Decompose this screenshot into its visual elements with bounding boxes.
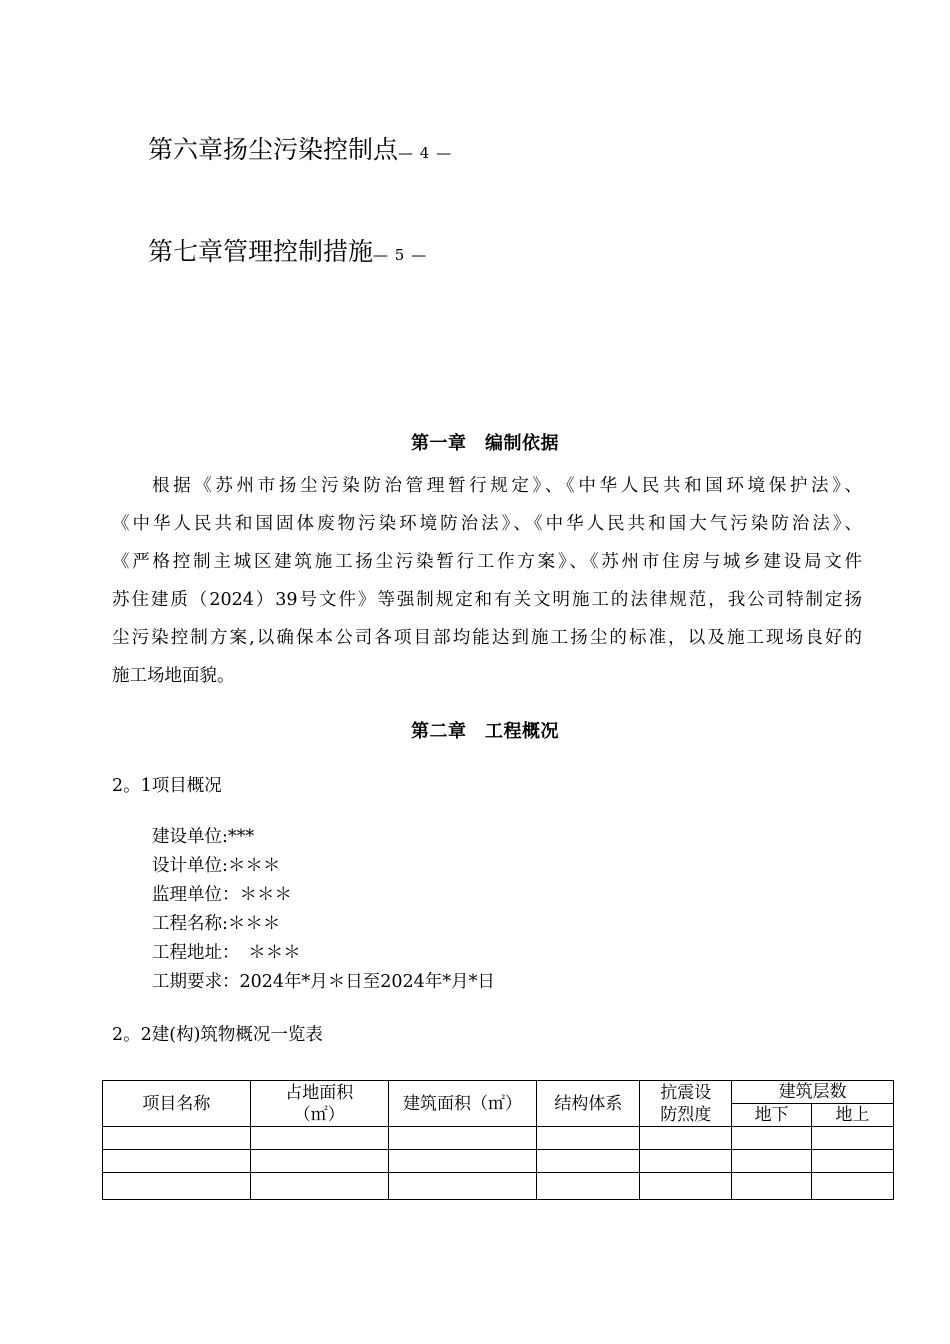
header-seismic <box>640 1081 732 1127</box>
table-cell[interactable] <box>640 1150 732 1173</box>
table-cell[interactable] <box>388 1173 537 1200</box>
table-cell[interactable] <box>812 1173 894 1200</box>
table-cell[interactable] <box>537 1173 640 1200</box>
chapter1-paragraph <box>112 467 862 695</box>
table-cell[interactable] <box>732 1173 812 1200</box>
table-header-row <box>103 1081 894 1104</box>
building-overview-table <box>102 1080 894 1200</box>
table-cell[interactable] <box>388 1127 537 1150</box>
info-supervision-unit: 监理单位：＊＊＊ <box>152 885 292 905</box>
table-row <box>103 1173 894 1200</box>
info-construction-unit: 建设单位:*** <box>152 827 255 847</box>
table-cell[interactable] <box>103 1173 251 1200</box>
table-row <box>103 1127 894 1150</box>
table-cell[interactable] <box>812 1127 894 1150</box>
header-floors: 建筑层数 <box>732 1081 894 1104</box>
header-building-area: 建筑面积（㎡） <box>388 1081 537 1127</box>
section-heading-2-2: 2。2建(构)筑物概况一览表 <box>112 1025 323 1045</box>
section-heading-2-1: 2。1项目概况 <box>112 776 222 796</box>
info-project-address: 工程地址： ＊＊＊ <box>152 943 301 963</box>
paragraph-line: 《中华人民共和国固体废物污染环境防治法》、《中华人民共和国大气污染防治法》、 <box>112 514 862 534</box>
table-cell[interactable] <box>103 1150 251 1173</box>
header-seismic-line1: 抗震设 <box>660 1082 712 1103</box>
paragraph-line: 施工场地面貌。 <box>112 666 235 686</box>
table-cell[interactable] <box>388 1150 537 1173</box>
chapter1-title: 第一章 编制依据 <box>411 433 559 454</box>
chapter2-title: 第二章 工程概况 <box>411 721 559 742</box>
header-seismic-line2: 防烈度 <box>660 1104 712 1125</box>
toc-title: 第七章管理控制措施 <box>148 237 374 266</box>
table-cell[interactable] <box>537 1127 640 1150</box>
info-project-name: 工程名称:＊＊＊ <box>152 914 281 934</box>
header-underground: 地下 <box>732 1104 812 1127</box>
toc-page-number: — 5 — <box>373 246 428 264</box>
header-structure: 结构体系 <box>537 1081 640 1127</box>
toc-item-chapter6[interactable] <box>148 135 452 168</box>
toc-page-number: — 4 — <box>398 144 453 162</box>
header-land-area-label: 占地面积 <box>285 1082 354 1103</box>
header-project-name: 项目名称 <box>103 1081 251 1127</box>
table-cell[interactable] <box>640 1127 732 1150</box>
header-above-ground: 地上 <box>812 1104 894 1127</box>
table-cell[interactable] <box>250 1150 388 1173</box>
project-info-list <box>152 823 495 997</box>
table-cell[interactable] <box>732 1150 812 1173</box>
table-cell[interactable] <box>640 1173 732 1200</box>
paragraph-line: 根据《苏州市扬尘污染防治管理暂行规定》、《中华人民共和国环境保护法》、 <box>152 476 862 496</box>
table-cell[interactable] <box>103 1127 251 1150</box>
table-row <box>103 1150 894 1173</box>
table-cell[interactable] <box>732 1127 812 1150</box>
table-cell[interactable] <box>250 1173 388 1200</box>
table-cell[interactable] <box>537 1150 640 1173</box>
toc-item-chapter7[interactable] <box>148 237 427 270</box>
table-cell[interactable] <box>812 1150 894 1173</box>
paragraph-line: 《严格控制主城区建筑施工扬尘污染暂行工作方案》、《苏州市住房与城乡建设局文件 <box>112 552 862 572</box>
paragraph-line: 尘污染控制方案,以确保本公司各项目部均能达到施工扬尘的标准，以及施工现场良好的 <box>112 628 862 648</box>
header-land-area-unit: （㎡） <box>293 1104 345 1125</box>
info-schedule: 工期要求：2024年*月＊日至2024年*月*日 <box>152 972 495 992</box>
header-land-area <box>250 1081 388 1127</box>
info-design-unit: 设计单位:＊＊＊ <box>152 856 281 876</box>
table-cell[interactable] <box>250 1127 388 1150</box>
toc-title: 第六章扬尘污染控制点 <box>148 135 399 164</box>
paragraph-line: 苏住建质（2024）39号文件》等强制规定和有关文明施工的法律规范，我公司特制定扬 <box>112 590 862 610</box>
